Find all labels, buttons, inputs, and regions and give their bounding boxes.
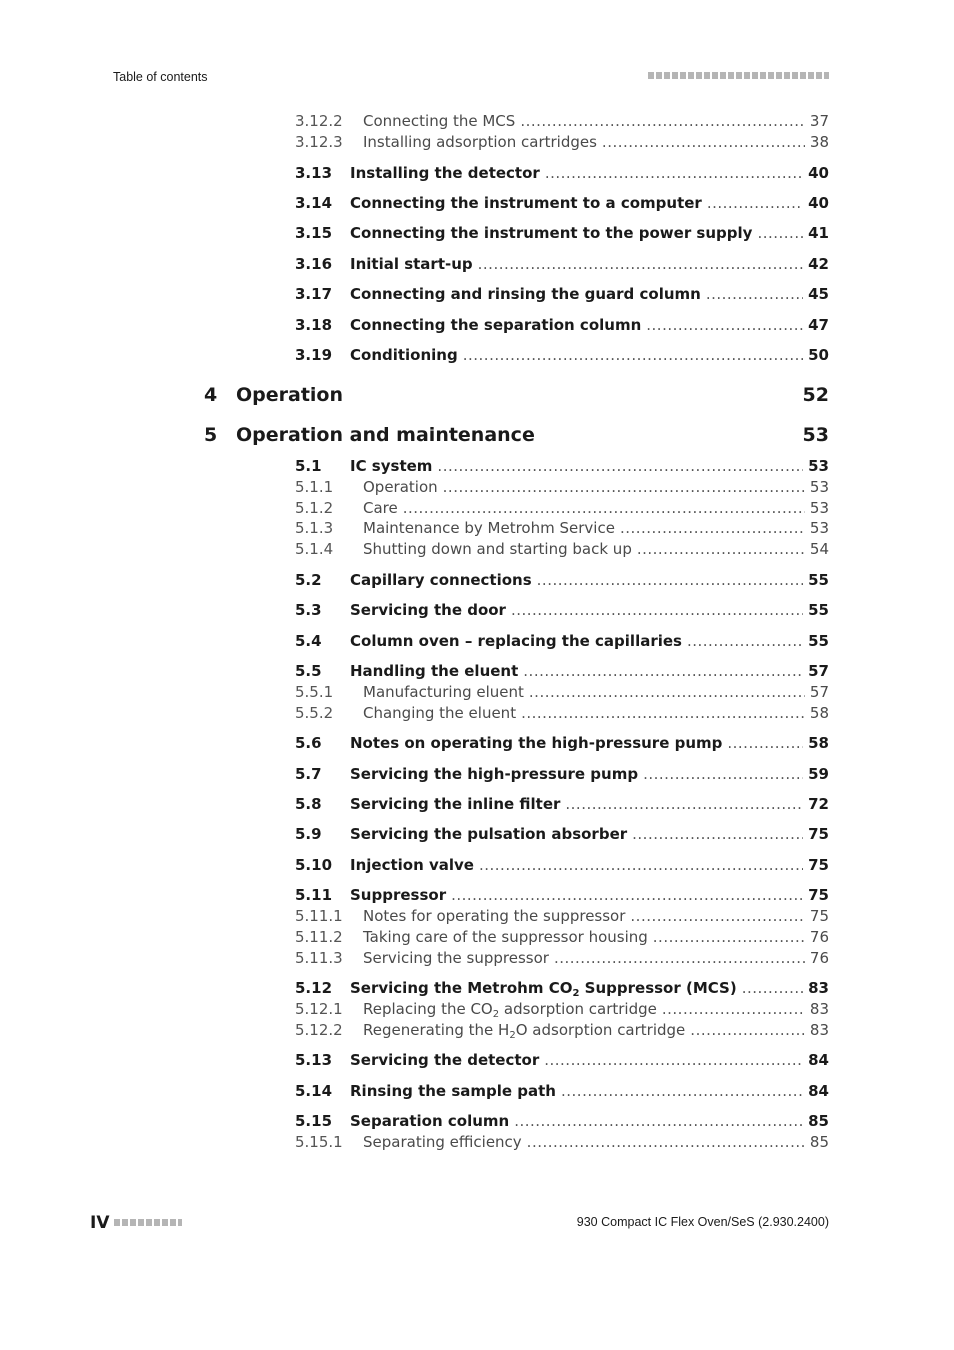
- footer-decoration: [114, 1219, 182, 1226]
- toc-section[interactable]: [295, 1050, 829, 1071]
- toc-entry-number: 5.12.2: [295, 1021, 343, 1039]
- toc-dot-leader: [565, 794, 803, 815]
- toc-entry-number: 3.17: [295, 285, 333, 303]
- toc-dot-leader: [690, 1020, 805, 1041]
- toc-dot-leader: [463, 345, 803, 366]
- toc-dot-leader: [646, 315, 803, 336]
- toc-dot-leader: [554, 948, 805, 969]
- toc-subsection[interactable]: [295, 927, 829, 948]
- toc-subsection[interactable]: [295, 477, 829, 498]
- toc-section[interactable]: [295, 284, 829, 305]
- toc-entry-page: 85: [808, 1112, 829, 1130]
- toc-subsection[interactable]: [295, 498, 829, 519]
- toc-entry-title: Servicing the door: [350, 601, 506, 619]
- toc-entry-page: 83: [808, 979, 829, 997]
- toc-dot-leader: [520, 111, 805, 132]
- toc-section[interactable]: [295, 345, 829, 366]
- toc-entry-title: Servicing the suppressor: [363, 949, 549, 967]
- toc-entry-page: 75: [809, 907, 829, 925]
- document-title: 930 Compact IC Flex Oven/SeS (2.930.2400): [576, 1215, 829, 1229]
- toc-entry-number: 3.15: [295, 224, 333, 242]
- toc-dot-leader: [602, 132, 805, 153]
- toc-entry-title: Handling the eluent: [350, 662, 519, 680]
- toc-dot-leader: [662, 999, 805, 1020]
- toc-chapter-page: 52: [802, 384, 829, 406]
- toc-entry-page: 84: [808, 1082, 829, 1100]
- toc-entry-number: 5.1: [295, 457, 322, 475]
- toc-entry-title: Servicing the inline filter: [350, 795, 561, 813]
- toc-subsection[interactable]: [295, 948, 829, 969]
- toc-entry-title: Changing the eluent: [363, 704, 517, 722]
- page-number: IV: [90, 1213, 110, 1233]
- toc-section[interactable]: [295, 978, 829, 999]
- toc-section[interactable]: [295, 885, 829, 906]
- toc-entry-number: 3.13: [295, 164, 333, 182]
- toc-entry-number: 5.5.1: [295, 683, 334, 701]
- toc-entry-page: 57: [808, 662, 829, 680]
- toc-subsection[interactable]: [295, 906, 829, 927]
- toc-entry-title: Servicing the detector: [350, 1051, 540, 1069]
- toc-entry-title: Maintenance by Metrohm Service: [363, 519, 615, 537]
- toc-entry-number: 5.1.3: [295, 519, 334, 537]
- toc-dot-leader: [514, 1111, 803, 1132]
- toc-entry-title: [363, 999, 657, 1020]
- toc-dot-leader: [653, 927, 805, 948]
- toc-entry-number: 5.9: [295, 825, 322, 843]
- toc-entry-page: 53: [808, 457, 829, 475]
- toc-chapter[interactable]: [204, 384, 829, 406]
- toc-entry-number: 5.11.2: [295, 928, 343, 946]
- header-decoration: [648, 72, 829, 79]
- toc-dot-leader: [742, 978, 803, 999]
- toc-section[interactable]: [295, 1081, 829, 1102]
- toc-subsection[interactable]: [295, 999, 829, 1020]
- toc-entry-page: 58: [808, 734, 829, 752]
- toc-entry-page: 53: [809, 499, 829, 517]
- toc-entry-number: 5.6: [295, 734, 322, 752]
- toc-section[interactable]: [295, 764, 829, 785]
- toc-entry-title: Servicing the pulsation absorber: [350, 825, 628, 843]
- toc-entry-title: IC system: [350, 457, 433, 475]
- toc-section[interactable]: [295, 193, 829, 214]
- toc-entry-page: 75: [808, 825, 829, 843]
- toc-dot-leader: [523, 661, 803, 682]
- toc-entry-title: Connecting the instrument to the power supply: [350, 224, 753, 242]
- toc-entry-title: Initial start-up: [350, 255, 473, 273]
- toc-entry-page: 76: [809, 928, 829, 946]
- toc-entry-title: Separating efficiency: [363, 1133, 522, 1151]
- toc-entry-number: 5.1.2: [295, 499, 334, 517]
- toc-entry-title: Separation column: [350, 1112, 510, 1130]
- toc-entry-title: Column oven – replacing the capillaries: [350, 632, 682, 650]
- toc-entry-number: 5.1.1: [295, 478, 334, 496]
- toc-entry-title: Suppressor: [350, 886, 447, 904]
- toc-entry-page: 53: [809, 519, 829, 537]
- toc-section[interactable]: [295, 254, 829, 275]
- toc-entry-number: 5.11.1: [295, 907, 343, 925]
- toc-entry-page: 76: [809, 949, 829, 967]
- toc-dot-leader: [643, 764, 803, 785]
- toc-title-text: Replacing the CO: [363, 1000, 493, 1018]
- toc-entry-page: 83: [809, 1000, 829, 1018]
- toc-entry-number: 3.12.3: [295, 133, 343, 151]
- toc-entry-number: 5.15: [295, 1112, 333, 1130]
- toc-entry-number: 5.12.1: [295, 1000, 343, 1018]
- toc-entry-number: 5.14: [295, 1082, 333, 1100]
- toc-entry-page: 54: [809, 540, 829, 558]
- toc-entry-page: 40: [808, 194, 829, 212]
- toc-entry-page: 53: [809, 478, 829, 496]
- toc-subsection[interactable]: [295, 1132, 829, 1153]
- toc-entry-title: Injection valve: [350, 856, 474, 874]
- toc-entry-title: Capillary connections: [350, 571, 532, 589]
- toc-dot-leader: [561, 1081, 803, 1102]
- toc-section[interactable]: [295, 1111, 829, 1132]
- toc-dot-leader: [403, 498, 805, 519]
- toc-dot-leader: [529, 682, 805, 703]
- toc-entry-title: Care: [363, 499, 398, 517]
- toc-entry-title: Notes on operating the high-pressure pump: [350, 734, 723, 752]
- toc-subsection[interactable]: [295, 703, 829, 724]
- toc-entry-page: 42: [808, 255, 829, 273]
- toc-dot-leader: [537, 570, 803, 591]
- toc-dot-leader: [727, 733, 803, 754]
- toc-section[interactable]: [295, 631, 829, 652]
- toc-title-text: Suppressor (MCS): [579, 979, 737, 997]
- toc-title-text: Regenerating the H: [363, 1021, 510, 1039]
- toc-title-text: Servicing the Metrohm CO: [350, 979, 573, 997]
- toc-dot-leader: [706, 284, 803, 305]
- toc-dot-leader: [437, 456, 803, 477]
- toc-entry-page: 85: [809, 1133, 829, 1151]
- toc-entry-number: 5.4: [295, 632, 322, 650]
- toc-entry-number: 5.5.2: [295, 704, 334, 722]
- toc-dot-leader: [637, 539, 805, 560]
- toc-dot-leader: [757, 223, 803, 244]
- toc-entry-title: Connecting the MCS: [363, 112, 516, 130]
- toc-entry-number: 5.7: [295, 765, 322, 783]
- toc-entry-title: [363, 1020, 685, 1041]
- toc-dot-leader: [479, 855, 803, 876]
- toc-title-text: adsorption cartridge: [499, 1000, 657, 1018]
- toc-entry-number: 5.8: [295, 795, 322, 813]
- toc-entry-title: Connecting the separation column: [350, 316, 642, 334]
- toc-entry-title: Connecting the instrument to a computer: [350, 194, 702, 212]
- toc-entry-title: [350, 978, 737, 999]
- toc-section[interactable]: [295, 794, 829, 815]
- toc-entry-page: 55: [808, 601, 829, 619]
- toc-entry-page: 84: [808, 1051, 829, 1069]
- toc-subsection[interactable]: [295, 518, 829, 539]
- toc-entry-title: Connecting and rinsing the guard column: [350, 285, 701, 303]
- toc-entry-number: 5.1.4: [295, 540, 334, 558]
- toc-dot-leader: [521, 703, 805, 724]
- toc-dot-leader: [630, 906, 805, 927]
- toc-entry-title: Shutting down and starting back up: [363, 540, 632, 558]
- toc-dot-leader: [443, 477, 805, 498]
- toc-section[interactable]: [295, 661, 829, 682]
- toc-entry-page: 57: [809, 683, 829, 701]
- toc-entry-page: 59: [808, 765, 829, 783]
- toc-entry-number: 5.11: [295, 886, 333, 904]
- toc-section[interactable]: [295, 824, 829, 845]
- toc-section[interactable]: [295, 570, 829, 591]
- toc-entry-page: 55: [808, 571, 829, 589]
- toc-section[interactable]: [295, 223, 829, 244]
- toc-dot-leader: [687, 631, 803, 652]
- toc-entry-number: 5.10: [295, 856, 333, 874]
- toc-chapter-title: Operation and maintenance: [236, 424, 535, 446]
- toc-entry-page: 45: [808, 285, 829, 303]
- toc-section[interactable]: [295, 600, 829, 621]
- toc-section[interactable]: [295, 315, 829, 336]
- toc-subsection[interactable]: [295, 132, 829, 153]
- toc-entry-page: 75: [808, 886, 829, 904]
- toc-chapter-number: 4: [204, 384, 218, 406]
- toc-dot-leader: [620, 518, 805, 539]
- toc-dot-leader: [478, 254, 803, 275]
- toc-dot-leader: [527, 1132, 805, 1153]
- toc-chapter[interactable]: [204, 424, 829, 446]
- toc-entry-title: Operation: [363, 478, 438, 496]
- toc-entry-page: 72: [808, 795, 829, 813]
- toc-entry-title: Installing the detector: [350, 164, 540, 182]
- toc-section[interactable]: [295, 733, 829, 754]
- toc-entry-number: 5.15.1: [295, 1133, 343, 1151]
- toc-entry-title: Rinsing the sample path: [350, 1082, 556, 1100]
- toc-title-subscript: 2: [572, 988, 580, 999]
- toc-entry-title: Servicing the high-pressure pump: [350, 765, 639, 783]
- toc-entry-number: 3.19: [295, 346, 333, 364]
- toc-entry-number: 3.14: [295, 194, 333, 212]
- toc-title-text: O adsorption cartridge: [515, 1021, 686, 1039]
- toc-entry-title: Manufacturing eluent: [363, 683, 524, 701]
- toc-entry-number: 5.13: [295, 1051, 333, 1069]
- toc-entry-page: 58: [809, 704, 829, 722]
- toc-subsection[interactable]: [295, 682, 829, 703]
- toc-section[interactable]: [295, 456, 829, 477]
- toc-entry-page: 37: [809, 112, 829, 130]
- toc-dot-leader: [545, 163, 803, 184]
- toc-entry-page: 47: [808, 316, 829, 334]
- toc-entry-page: 55: [808, 632, 829, 650]
- toc-entry-page: 40: [808, 164, 829, 182]
- toc-dot-leader: [451, 885, 803, 906]
- toc-dot-leader: [511, 600, 803, 621]
- toc-dot-leader: [632, 824, 803, 845]
- toc-dot-leader: [707, 193, 803, 214]
- toc-entry-number: 5.3: [295, 601, 322, 619]
- toc-entry-title: Taking care of the suppressor housing: [363, 928, 648, 946]
- toc-chapter-number: 5: [204, 424, 218, 446]
- toc-subsection[interactable]: [295, 1020, 829, 1041]
- toc-entry-number: 5.11.3: [295, 949, 343, 967]
- toc-entry-page: 83: [809, 1021, 829, 1039]
- toc-title-subscript: 2: [509, 1030, 516, 1041]
- toc-entry-page: 38: [809, 133, 829, 151]
- toc-dot-leader: [544, 1050, 803, 1071]
- toc-chapter-title: Operation: [236, 384, 344, 406]
- toc-entry-title: Conditioning: [350, 346, 458, 364]
- toc-section[interactable]: [295, 163, 829, 184]
- toc-entry-number: 5.12: [295, 979, 333, 997]
- toc-entry-title: Installing adsorption cartridges: [363, 133, 597, 151]
- toc-title-subscript: 2: [492, 1009, 500, 1020]
- toc-subsection[interactable]: [295, 539, 829, 560]
- toc-entry-number: 3.16: [295, 255, 333, 273]
- toc-entry-page: 50: [808, 346, 829, 364]
- toc-entry-number: 5.5: [295, 662, 322, 680]
- toc-entry-title: Notes for operating the suppressor: [363, 907, 626, 925]
- toc-entry-number: 3.12.2: [295, 112, 343, 130]
- toc-chapter-page: 53: [802, 424, 829, 446]
- running-header: Table of contents: [113, 70, 208, 84]
- toc-entry-page: 75: [808, 856, 829, 874]
- toc-subsection[interactable]: [295, 111, 829, 132]
- toc-entry-page: 41: [808, 224, 829, 242]
- toc-section[interactable]: [295, 855, 829, 876]
- toc-entry-number: 3.18: [295, 316, 333, 334]
- toc-entry-number: 5.2: [295, 571, 322, 589]
